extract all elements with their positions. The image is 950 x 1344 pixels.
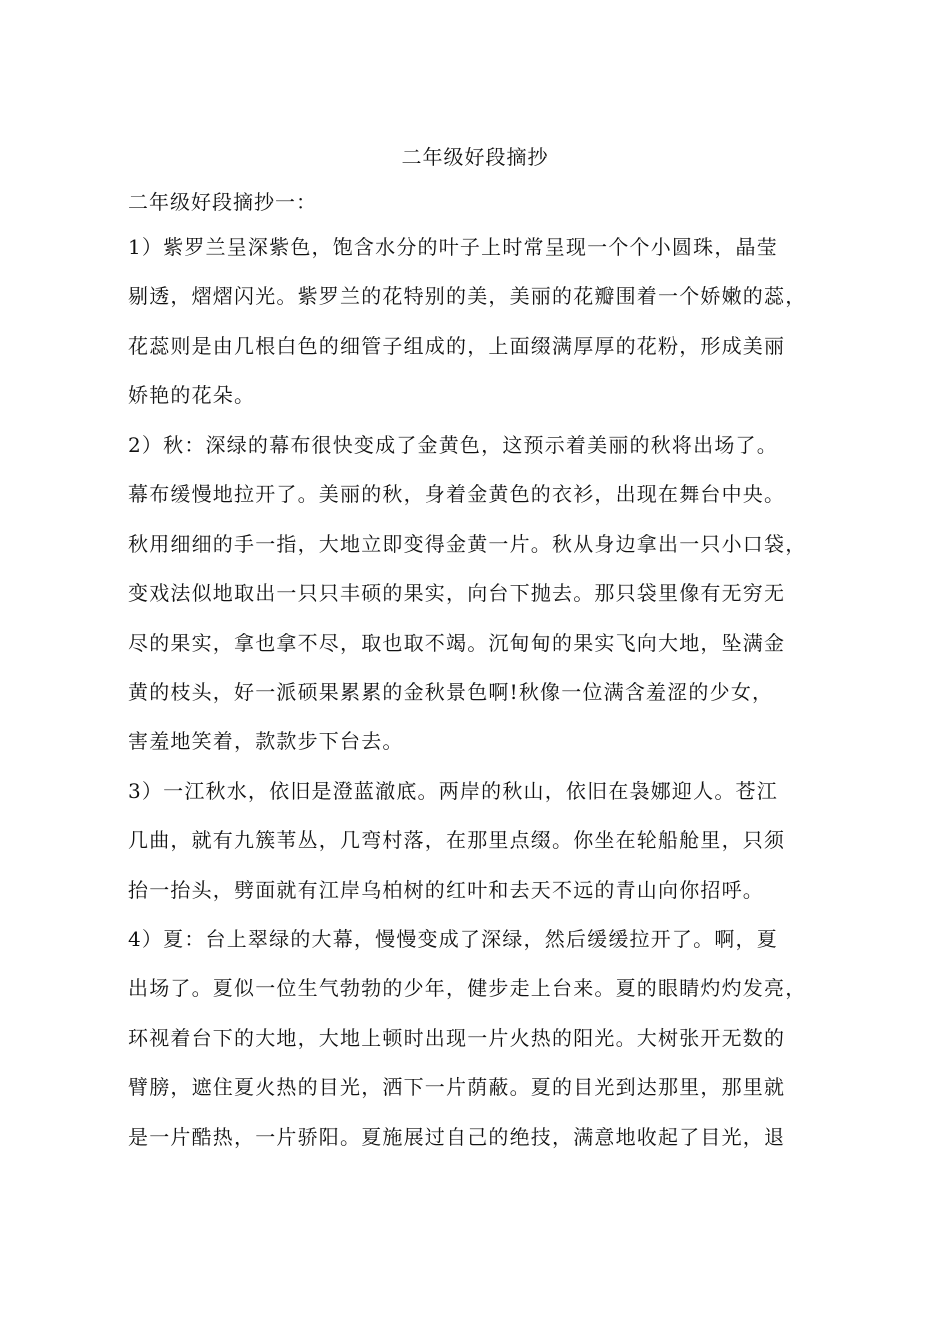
paragraph-line: 4）夏：台上翠绿的大幕，慢慢变成了深绿，然后缓缓拉开了。啊，夏 bbox=[128, 927, 778, 951]
paragraph-line: 是一片酷热，一片骄阳。夏施展过自己的绝技，满意地收起了目光，退 bbox=[128, 1124, 786, 1149]
paragraph-line: 剔透，熠熠闪光。紫罗兰的花特别的美，美丽的花瓣围着一个娇嫩的蕊， bbox=[128, 284, 807, 309]
paragraph-4 bbox=[128, 924, 848, 1171]
paragraph-line: 尽的果实，拿也拿不尽，取也取不竭。沉甸甸的果实飞向大地，坠满金 bbox=[128, 630, 786, 655]
paragraph-line: 花蕊则是由几根白色的细管子组成的，上面缀满厚厚的花粉，形成美丽 bbox=[128, 333, 786, 358]
paragraph-line: 抬一抬头，劈面就有江岸乌柏树的红叶和去天不远的青山向你招呼。 bbox=[128, 877, 764, 902]
paragraph-line: 环视着台下的大地，大地上顿时出现一片火热的阳光。大树张开无数的 bbox=[128, 1025, 786, 1050]
paragraph-line: 2）秋：深绿的幕布很快变成了金黄色，这预示着美丽的秋将出场了。 bbox=[128, 433, 778, 457]
paragraph-line: 变戏法似地取出一只只丰硕的果实，向台下抛去。那只袋里像有无穷无 bbox=[128, 581, 786, 606]
paragraph-line: 秋用细细的手一指，大地立即变得金黄一片。秋从身边拿出一只小口袋， bbox=[128, 531, 807, 556]
section-heading: 二年级好段摘抄一： bbox=[128, 190, 317, 214]
paragraph-line: 娇艳的花朵。 bbox=[128, 383, 256, 408]
paragraph-line: 害羞地笑着，款款步下台去。 bbox=[128, 729, 404, 754]
paragraph-line: 1）紫罗兰呈深紫色，饱含水分的叶子上时常呈现一个个小圆珠，晶莹 bbox=[128, 235, 778, 259]
paragraph-line: 出场了。夏似一位生气勃勃的少年，健步走上台来。夏的眼睛灼灼发亮， bbox=[128, 976, 807, 1001]
paragraph-line: 黄的枝头，好一派硕果累累的金秋景色啊!秋像一位满含羞涩的少女， bbox=[128, 679, 774, 704]
paragraph-line: 臂膀，遮住夏火热的目光，洒下一片荫蔽。夏的目光到达那里，那里就 bbox=[128, 1075, 786, 1100]
paragraph-1 bbox=[128, 232, 848, 430]
page-title: 二年级好段摘抄 bbox=[401, 145, 549, 169]
paragraph-line: 幕布缓慢地拉开了。美丽的秋，身着金黄色的衣衫，出现在舞台中央。 bbox=[128, 482, 786, 507]
paragraph-line: 几曲，就有九簇苇丛，几弯村落，在那里点缀。你坐在轮船舱里，只须 bbox=[128, 828, 786, 853]
paragraph-line: 3）一江秋水，依旧是澄蓝澈底。两岸的秋山，依旧在袅娜迎人。苍江 bbox=[128, 779, 778, 803]
paragraph-2 bbox=[128, 430, 848, 776]
paragraph-3 bbox=[128, 776, 848, 924]
